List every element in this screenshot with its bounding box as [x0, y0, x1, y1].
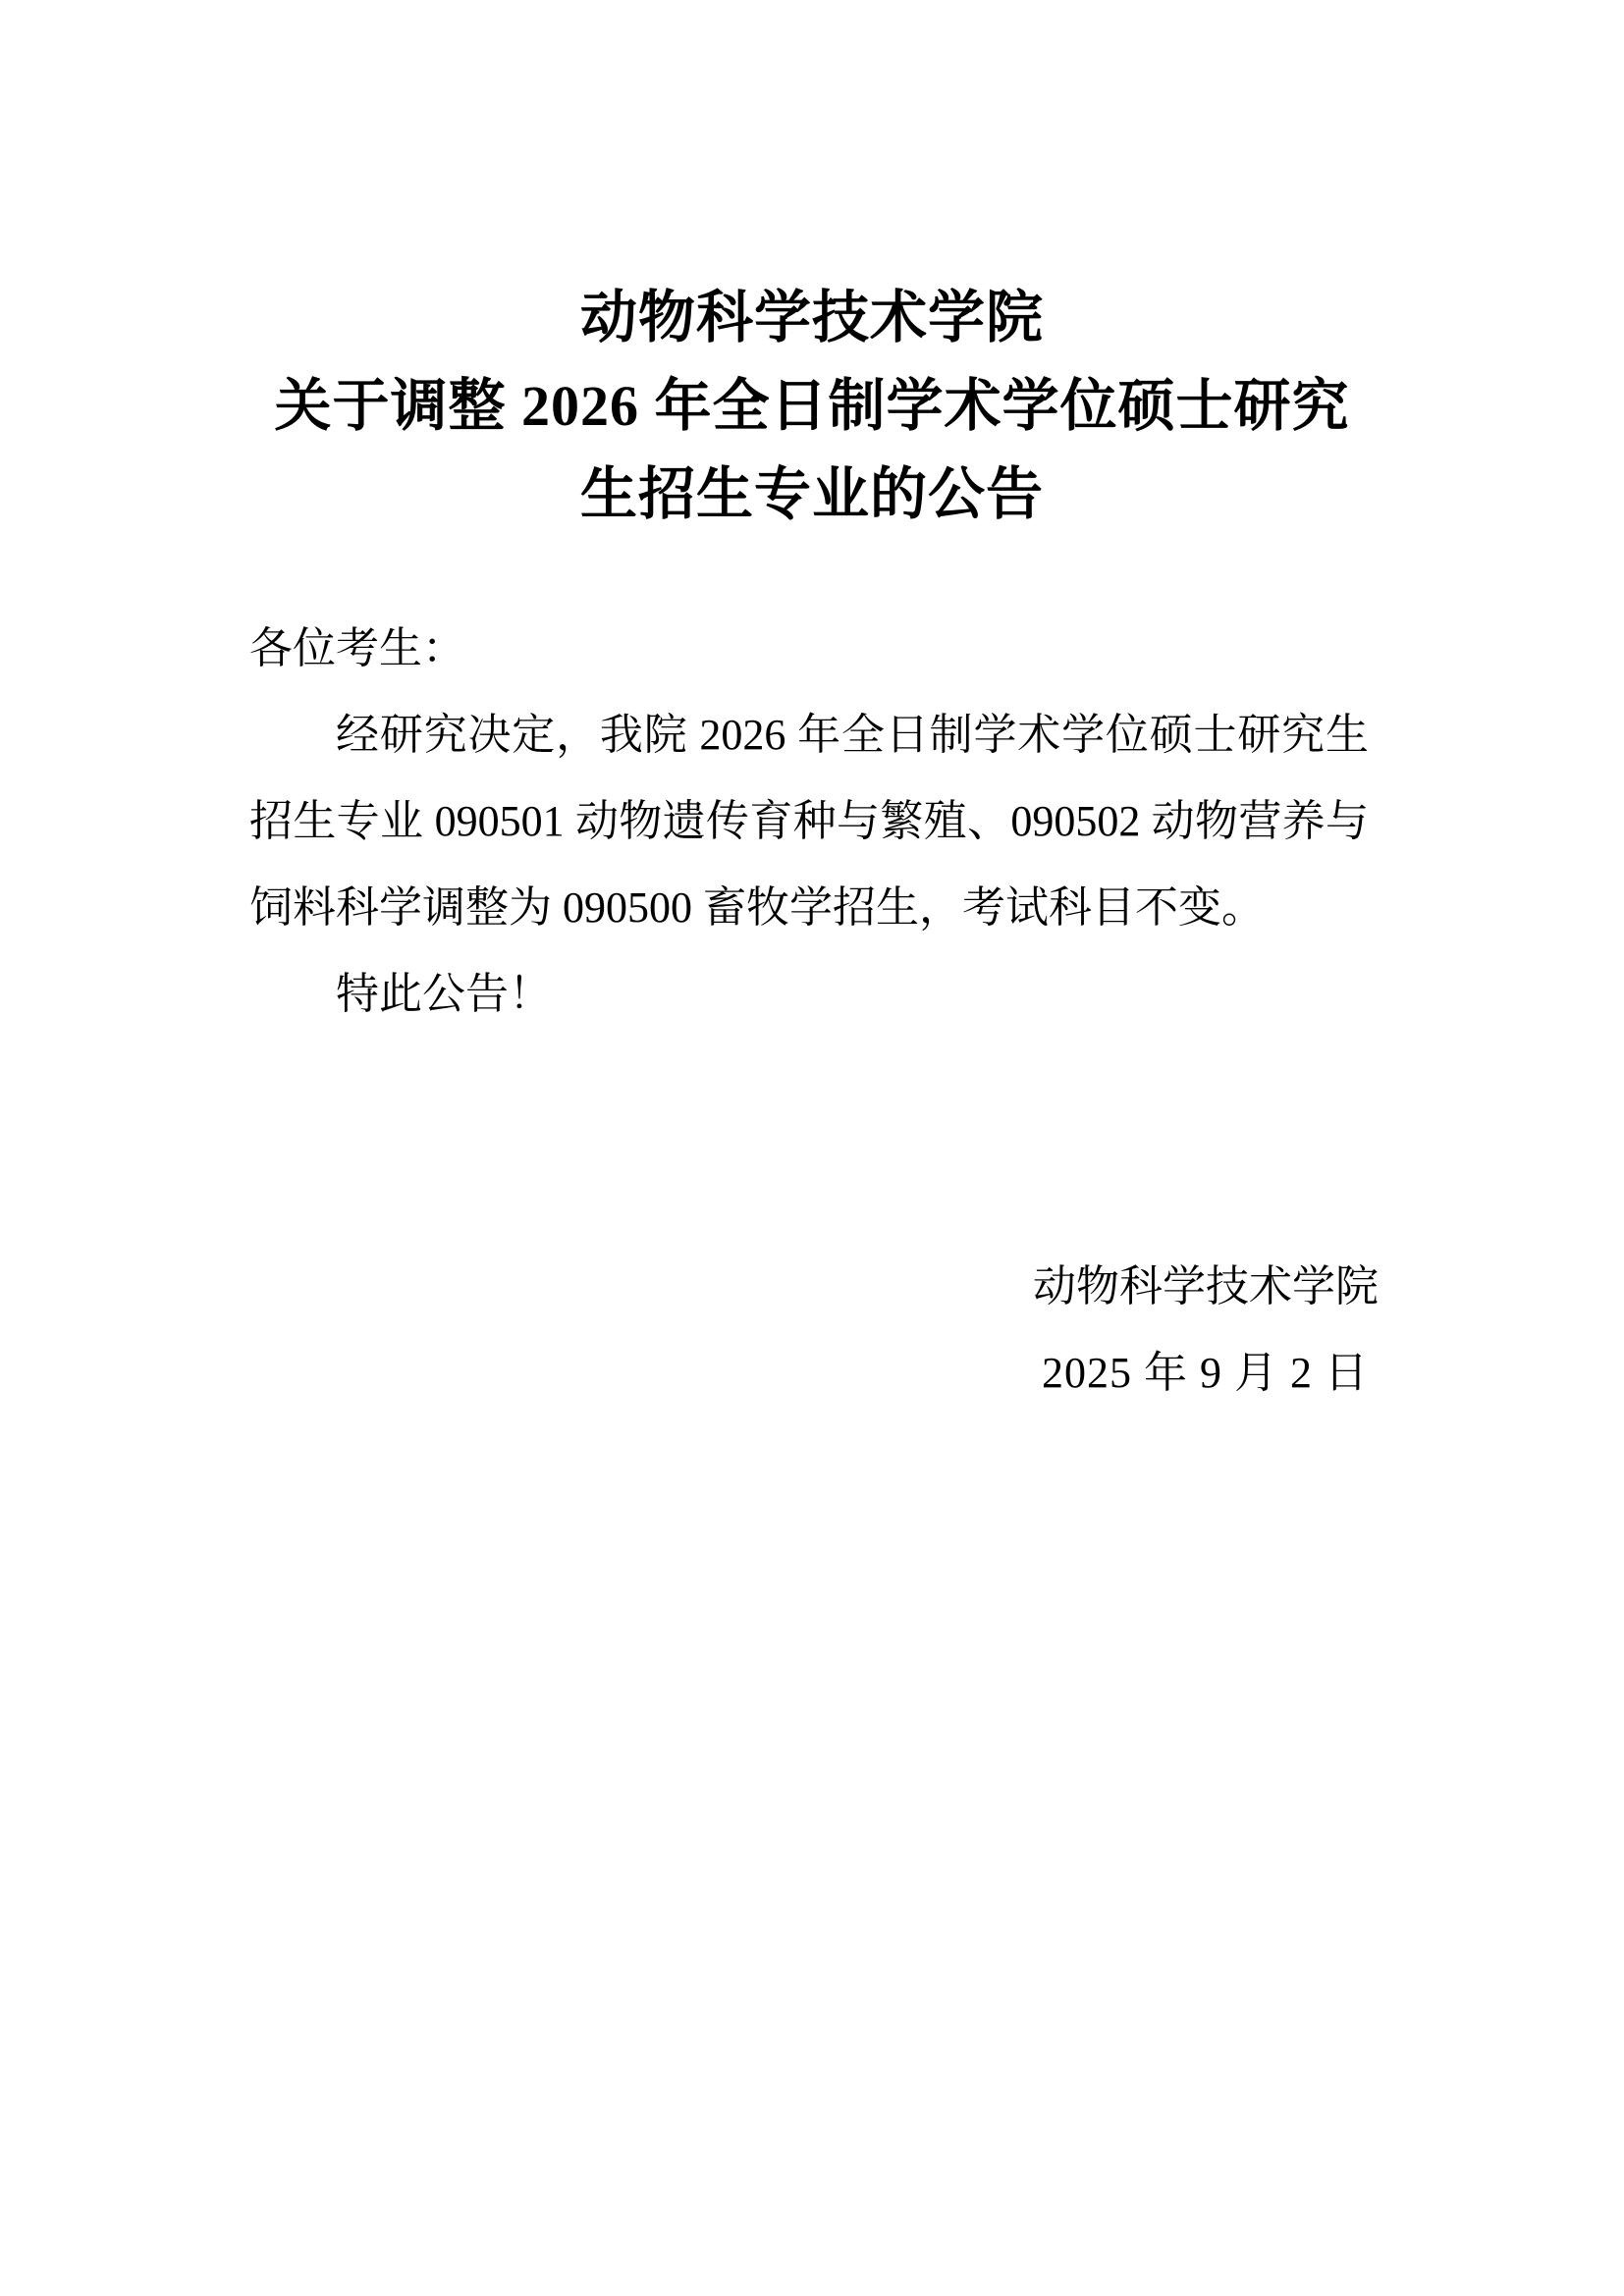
paragraph-line-3: 饲料科学调整为 090500 畜牧学招生，考试科目不变。 [249, 883, 1265, 932]
salutation: 各位考生： [249, 624, 465, 672]
title-line-2: 关于调整 2026 年全日制学术学位硕士研究 [274, 374, 1350, 438]
signature-block [0, 1244, 1624, 1416]
document-title [0, 0, 1624, 539]
closing-line: 特此公告！ [336, 970, 552, 1018]
document-body [0, 606, 1624, 1038]
title-line-3: 生招生专业的公告 [579, 462, 1044, 526]
paragraph-line-2: 招生专业 090501 动物遗传育种与繁殖、090502 动物营养与 [249, 797, 1369, 845]
title-line-1: 动物科学技术学院 [579, 286, 1044, 349]
signature-unit-name: 动物科学技术学院 [1033, 1262, 1379, 1310]
signature-date: 2025 年 9 月 2 日 [1042, 1349, 1369, 1397]
paragraph-line-1: 经研究决定，我院 2026 年全日制学术学位硕士研究生 [336, 711, 1369, 759]
